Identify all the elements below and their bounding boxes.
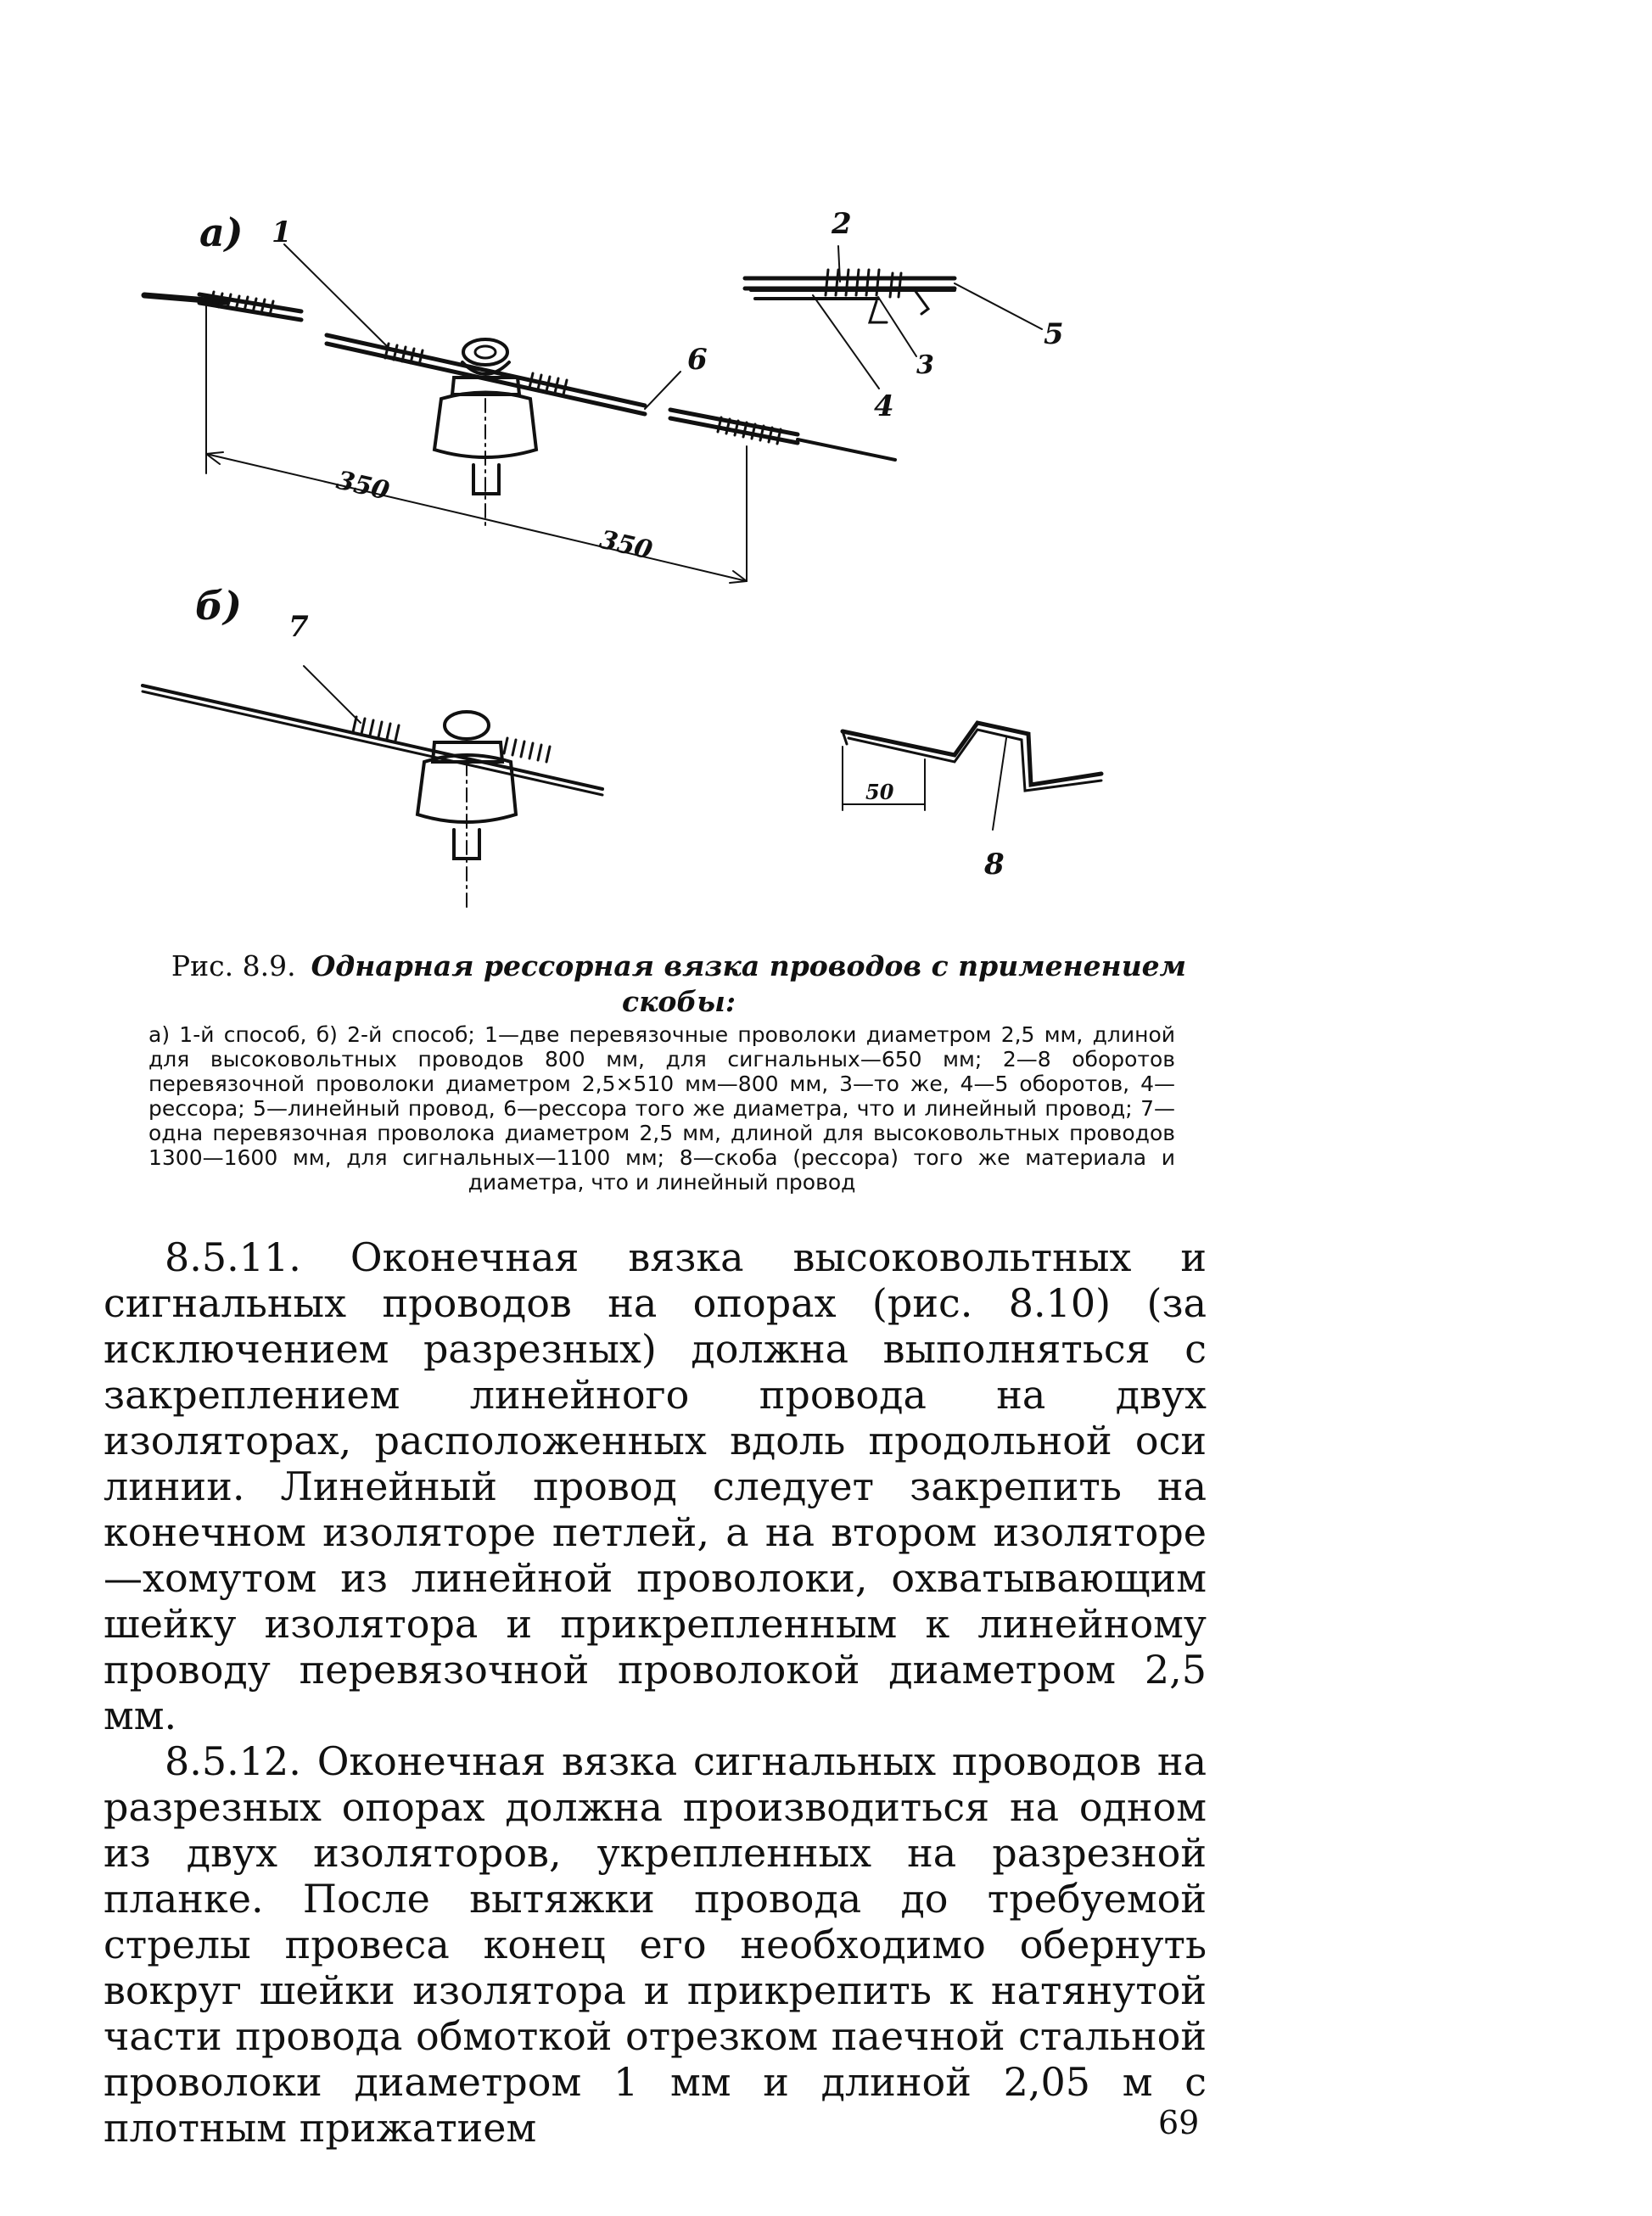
part-b-bracket bbox=[843, 723, 1101, 830]
leader-1 bbox=[284, 244, 389, 348]
wire-binding-diagram bbox=[119, 195, 1222, 925]
part-a-wire-right bbox=[670, 410, 895, 460]
figure-number: Рис. 8.9. bbox=[171, 949, 296, 982]
callout-8: 8 bbox=[984, 848, 1005, 881]
figure-title: Однарная рессорная вязка проводов с применением скобы: bbox=[311, 949, 1187, 1018]
part-b-wire bbox=[143, 686, 602, 795]
part-a-dimension-lines bbox=[206, 305, 747, 583]
dimension-350-left: 350 bbox=[333, 465, 393, 506]
callout-1: 1 bbox=[272, 215, 292, 249]
figure-caption bbox=[144, 949, 1213, 1020]
callout-6: 6 bbox=[687, 343, 708, 377]
part-b-insulator bbox=[417, 712, 516, 908]
part-a-insulator bbox=[434, 339, 536, 530]
paragraph-8-5-12: 8.5.12. Оконечная вязка сигнальных проводов на разрезных опорах должна производиться на одном из двух изоляторов, укрепленных на разрезной планке. После вытяжки провода до требуемой стрелы провеса конец его необходимо обернуть вокруг шейки изолятора и прикрепить к натянутой части провода обмоткой отрезком паечной стальной проволоки диаметром 1 мм и длиной 2,05 м с плотным прижатием bbox=[104, 1738, 1207, 2151]
callout-5: 5 bbox=[1044, 317, 1064, 351]
callout-7: 7 bbox=[288, 610, 309, 644]
callout-3: 3 bbox=[916, 350, 934, 380]
callout-4: 4 bbox=[874, 389, 894, 423]
dimension-350-right: 350 bbox=[596, 524, 656, 566]
leader-6 bbox=[645, 372, 680, 409]
body-text bbox=[104, 1234, 1207, 2151]
figure-legend: а) 1-й способ, б) 2-й способ; 1—две перевязочные проволоки диаметром 2,5 мм, длиной для высоковольтных проводов 800 мм, для сигнальных—650 мм; 2—8 оборотов перевязочной проволоки диаметром 2,5×510 мм—800 мм, 3—то же, 4—5 оборотов, 4—рессора; 5—линейный провод, 6—рессора того же диаметра, что и линейный провод; 7—одна перевязочная проволока диаметром 2,5 мм, длиной для высоковольтных проводов 1300—1600 мм, для сигнальных—1100 мм; 8—скоба (рессора) того же материала и диаметра, что и линейный провод bbox=[148, 1022, 1175, 1195]
callout-2: 2 bbox=[832, 207, 852, 241]
part-a-detail bbox=[745, 246, 1042, 389]
figure-8-9 bbox=[119, 195, 1222, 925]
part-a-label: а) bbox=[199, 210, 244, 255]
page-number: 69 bbox=[1158, 2104, 1200, 2141]
paragraph-8-5-11: 8.5.11. Оконечная вязка высоковольтных и сигнальных проводов на опорах (рис. 8.10) (за исключением разрезных) должна выполняться с закреплением линейного провода на двух изоляторах, расположенных вдоль продольной оси линии. Линейный провод следует закрепить на конечном изоляторе петлей, а на втором изоляторе—хомутом из линейной проволоки, охватывающим шейку изолятора и прикрепленным к линейному проводу перевязочной проволокой диаметром 2,5 мм. bbox=[104, 1234, 1207, 1738]
part-b-label: б) bbox=[195, 583, 242, 629]
dimension-50: 50 bbox=[865, 780, 894, 804]
part-a-wire-left bbox=[144, 292, 301, 320]
leader-7 bbox=[304, 666, 361, 723]
